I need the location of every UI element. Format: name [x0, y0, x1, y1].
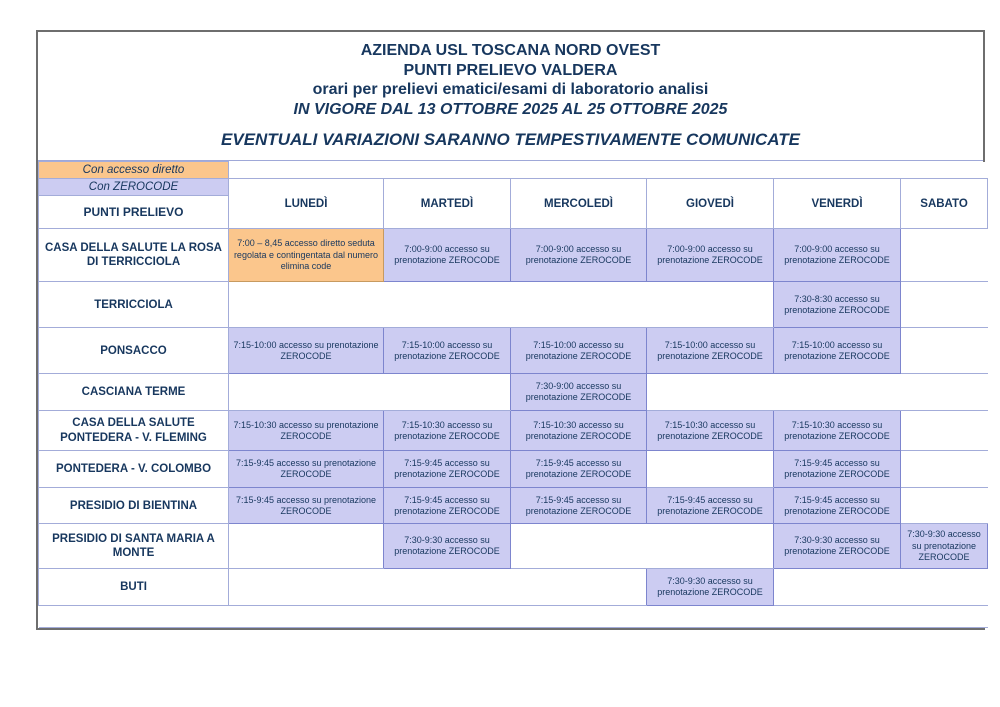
schedule-cell: 7:15-10:00 accesso su prenotazione ZEROCODE [647, 328, 774, 374]
table-row [39, 328, 988, 374]
row-label: TERRICCIOLA [39, 282, 229, 328]
row-label: PRESIDIO DI BIENTINA [39, 488, 229, 524]
schedule-cell: 7:00-9:00 accesso su prenotazione ZEROCODE [647, 229, 774, 282]
empty-cell [901, 411, 988, 451]
legend-row-zerocode [39, 179, 988, 196]
title-agency: AZIENDA USL TOSCANA NORD OVEST [360, 42, 661, 59]
schedule-cell: 7:15-9:45 accesso su prenotazione ZEROCODE [384, 488, 511, 524]
row-label: CASA DELLA SALUTE PONTEDERA - V. FLEMING [39, 411, 229, 451]
footer-strip-row [39, 606, 988, 628]
table-row [39, 374, 988, 411]
schedule-table [38, 161, 988, 628]
schedule-cell: 7:15-9:45 accesso su prenotazione ZEROCODE [384, 451, 511, 488]
schedule-sheet [36, 30, 985, 630]
schedule-cell: 7:15-9:45 accesso su prenotazione ZEROCODE [647, 488, 774, 524]
schedule-cell: 7:00-9:00 accesso su prenotazione ZEROCODE [774, 229, 901, 282]
title-desc: orari per prelievi ematici/esami di laboratorio analisi [312, 81, 709, 99]
day-header-tuesday: MARTEDÌ [384, 179, 511, 229]
header-spacer [229, 162, 988, 179]
schedule-cell: 7:15-9:45 accesso su prenotazione ZEROCODE [511, 451, 647, 488]
row-label: CASCIANA TERME [39, 374, 229, 411]
table-row [39, 524, 988, 569]
row-label: CASA DELLA SALUTE LA ROSA DI TERRICCIOLA [39, 229, 229, 282]
schedule-cell: 7:30-8:30 accesso su prenotazione ZEROCODE [774, 282, 901, 328]
day-header-friday: VENERDÌ [774, 179, 901, 229]
schedule-cell: 7:15-10:30 accesso su prenotazione ZEROCODE [229, 411, 384, 451]
day-header-saturday: SABATO [901, 179, 988, 229]
empty-cell [647, 374, 988, 411]
title-subject: PUNTI PRELIEVO VALDERA [403, 61, 618, 79]
empty-cell [647, 451, 774, 488]
schedule-cell: 7:15-10:00 accesso su prenotazione ZEROCODE [384, 328, 511, 374]
schedule-cell: 7:30-9:30 accesso su prenotazione ZEROCODE [647, 569, 774, 606]
day-header-monday: LUNEDÌ [229, 179, 384, 229]
table-row [39, 282, 988, 328]
schedule-cell: 7:15-10:30 accesso su prenotazione ZEROCODE [647, 411, 774, 451]
day-header-thursday: GIOVEDÌ [647, 179, 774, 229]
schedule-cell: 7:15-9:45 accesso su prenotazione ZEROCODE [774, 488, 901, 524]
table-row [39, 229, 988, 282]
schedule-cell: 7:15-10:30 accesso su prenotazione ZEROCODE [384, 411, 511, 451]
title-validity: IN VIGORE DAL 13 OTTOBRE 2025 AL 25 OTTOBRE 2025 [293, 100, 728, 118]
schedule-cell: 7:30-9:30 accesso su prenotazione ZEROCODE [901, 524, 988, 569]
empty-cell [229, 282, 774, 328]
schedule-cell: 7:15-10:00 accesso su prenotazione ZEROCODE [511, 328, 647, 374]
empty-cell [901, 451, 988, 488]
empty-cell [901, 488, 988, 524]
footer-strip [39, 606, 988, 628]
legend-row-direct [39, 162, 988, 179]
schedule-cell: 7:15-9:45 accesso su prenotazione ZEROCODE [511, 488, 647, 524]
row-label: BUTI [39, 569, 229, 606]
day-header-wednesday: MERCOLEDÌ [511, 179, 647, 229]
title-notice: EVENTUALI VARIAZIONI SARANNO TEMPESTIVAMENTE COMUNICATE [221, 130, 800, 150]
empty-cell [229, 569, 647, 606]
table-row [39, 569, 988, 606]
legend-zerocode: Con ZEROCODE [39, 179, 229, 196]
schedule-cell: 7:15-9:45 accesso su prenotazione ZEROCODE [774, 451, 901, 488]
legend-direct-access: Con accesso diretto [39, 162, 229, 179]
schedule-cell: 7:15-10:00 accesso su prenotazione ZEROCODE [229, 328, 384, 374]
table-row [39, 488, 988, 524]
table-row [39, 411, 988, 451]
schedule-body [39, 229, 988, 628]
empty-cell [901, 328, 988, 374]
row-label: PONSACCO [39, 328, 229, 374]
schedule-cell: 7:15-10:30 accesso su prenotazione ZEROCODE [774, 411, 901, 451]
empty-cell [901, 282, 988, 328]
schedule-cell: 7:00-9:00 accesso su prenotazione ZEROCODE [384, 229, 511, 282]
title-block [38, 32, 983, 161]
row-label: PRESIDIO DI SANTA MARIA A MONTE [39, 524, 229, 569]
schedule-cell: 7:30-9:30 accesso su prenotazione ZEROCODE [384, 524, 511, 569]
empty-cell [511, 524, 774, 569]
schedule-cell: 7:15-10:30 accesso su prenotazione ZEROCODE [511, 411, 647, 451]
empty-cell [901, 229, 988, 282]
row-label: PONTEDERA - V. COLOMBO [39, 451, 229, 488]
schedule-cell: 7:30-9:00 accesso su prenotazione ZEROCODE [511, 374, 647, 411]
schedule-cell: 7:15-9:45 accesso su prenotazione ZEROCODE [229, 451, 384, 488]
schedule-cell: 7:15-10:00 accesso su prenotazione ZEROCODE [774, 328, 901, 374]
schedule-cell: 7:00-9:00 accesso su prenotazione ZEROCODE [511, 229, 647, 282]
corner-header: PUNTI PRELIEVO [39, 196, 229, 229]
schedule-cell: 7:30-9:30 accesso su prenotazione ZEROCODE [774, 524, 901, 569]
table-row [39, 451, 988, 488]
empty-cell [229, 374, 511, 411]
empty-cell [229, 524, 384, 569]
schedule-cell: 7:00 – 8,45 accesso diretto seduta regolata e contingentata dal numero elimina code [229, 229, 384, 282]
schedule-cell: 7:15-9:45 accesso su prenotazione ZEROCODE [229, 488, 384, 524]
empty-cell [774, 569, 988, 606]
